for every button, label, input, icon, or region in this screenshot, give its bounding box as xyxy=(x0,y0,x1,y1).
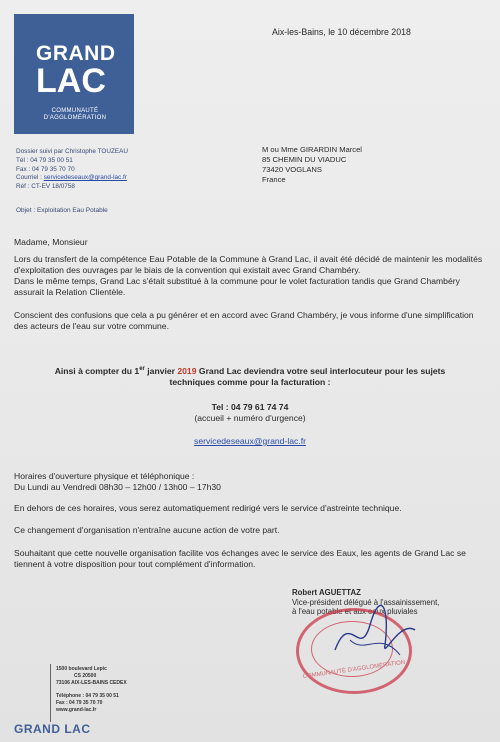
footer-tel: Téléphone : 04 79 35 00 51 xyxy=(56,693,119,699)
recipient-block xyxy=(262,145,362,185)
contact-email-link[interactable]: servicedeseaux@grand-lac.fr xyxy=(194,436,306,446)
paragraph-5: Souhaitant que cette nouvelle organisation facilite vos échanges avec le service des Eaux, les agents de Grand Lac se tiennent à votre disposition pour tout complément d'information. xyxy=(14,548,466,569)
recipient-name: M ou Mme GIRARDIN Marcel xyxy=(262,145,362,154)
stamp-text: COMMUNAUTÉ D'AGGLOMÉRATION xyxy=(302,659,406,681)
sender-ref: Réf : CT-EV 18/0758 xyxy=(16,183,75,191)
hours-title: Horaires d'ouverture physique et téléphonique : xyxy=(14,471,195,481)
greeting: Madame, Monsieur xyxy=(14,237,88,247)
place-date: Aix-les-Bains, le 10 décembre 2018 xyxy=(272,27,411,37)
logo-line3: COMMUNAUTÉ D'AGGLOMÉRATION xyxy=(43,108,107,121)
hours: Du Lundi au Vendredi 08h30 – 12h00 / 13h00 – 17h30 xyxy=(14,482,221,492)
paragraph-2: Conscient des confusions que cela a pu générer et en accord avec Grand Chambéry, je vous informe d'une simplification des acteurs de l'eau sur votre commune. xyxy=(14,310,474,331)
footer-divider xyxy=(50,664,51,722)
footer-address xyxy=(56,666,127,714)
sender-email-label: Courriel : xyxy=(16,174,44,182)
footer-addr2: CS 20500 xyxy=(74,673,97,679)
signatory-name: Robert AGUETTAZ xyxy=(292,588,361,597)
recipient-city: 73420 VOGLANS xyxy=(262,165,322,174)
handwritten-signature xyxy=(330,600,420,670)
recipient-country: France xyxy=(262,175,286,184)
recipient-street: 85 CHEMIN DU VIADUC xyxy=(262,155,347,164)
footer-fax: Fax : 04 79 35 70 70 xyxy=(56,700,103,706)
highlight-post: Grand Lac deviendra votre seul interlocuteur pour les sujets techniques comme pour la facturation : xyxy=(169,365,446,387)
signatory-role1: Vice-président délégué à l'assainissement, xyxy=(292,597,440,607)
sender-fax: Fax : 04 79 35 70 70 xyxy=(16,165,75,173)
highlight-sup: er xyxy=(139,366,145,372)
paragraph-1b: Dans le même temps, Grand Lac s'était substitué à la commune pour le volet facturation tandis que Grand Chambéry assurait la Relation Clientèle. xyxy=(14,276,460,297)
highlight-mid: janvier xyxy=(144,365,178,376)
highlight-year: 2019 xyxy=(177,365,197,376)
footer-addr3: 73106 AIX-LES-BAINS CEDEX xyxy=(56,680,127,686)
paragraph-3: En dehors de ces horaires, vous serez automatiquement redirigé vers le service d'astreinte technique. xyxy=(14,503,402,513)
footer-logo: GRAND LAC xyxy=(14,722,91,736)
signatory-role2: à l'eau potable et aux eaux pluviales xyxy=(292,607,418,617)
paragraph-4: Ce changement d'organisation n'entraîne aucune action de votre part. xyxy=(14,525,280,535)
letter-object: Objet : Exploitation Eau Potable xyxy=(16,207,108,214)
highlight-paragraph xyxy=(40,364,460,388)
logo-line2: LAC xyxy=(36,62,106,100)
grand-lac-logo xyxy=(14,14,134,134)
sender-block xyxy=(16,148,128,192)
footer-addr1: 1500 boulevard Lepic xyxy=(56,666,107,672)
highlight-pre: Ainsi à compter du 1 xyxy=(54,365,140,376)
footer-web: www.grand-lac.fr xyxy=(56,707,97,713)
sender-email-link[interactable]: servicedeseaux@grand-lac.fr xyxy=(43,174,127,182)
phone-note: (accueil + numéro d'urgence) xyxy=(194,413,306,423)
sender-dossier: Dossier suivi par Christophe TOUZEAU xyxy=(16,148,128,155)
phone-number: Tel : 04 79 61 74 74 xyxy=(211,402,289,412)
logo-line1: GRAND xyxy=(36,42,116,65)
sender-tel: Tél : 04 79 35 00 51 xyxy=(16,156,73,164)
paragraph-1: Lors du transfert de la compétence Eau Potable de la Commune à Grand Lac, il avait été décidé de maintenir les modalités d'exploitation des ouvrages par le biais de la convention qui existait avec Grand Chambéry. xyxy=(14,254,483,275)
